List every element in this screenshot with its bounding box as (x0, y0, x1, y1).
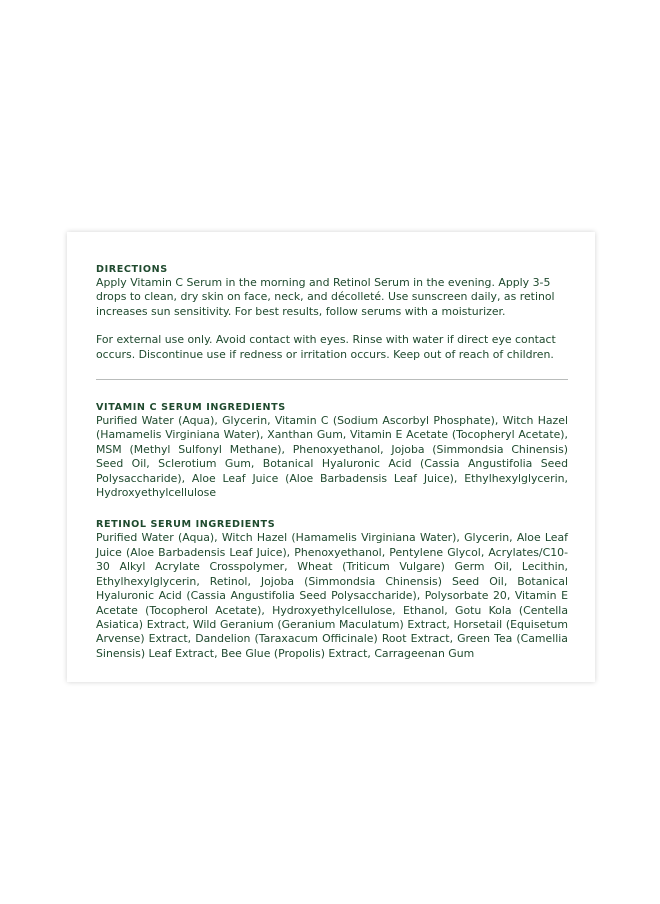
retinol-ingredients: Purified Water (Aqua), Witch Hazel (Hamamelis Virginiana Water), Glycerin, Aloe Leaf Juice (Aloe Barbadensis Leaf Juice), Phenoxyethanol, Pentylene Glycol, Acrylates/C10-30 Alkyl Acrylate Crosspolymer, Wheat (Triticum Vulgare) Germ Oil, Lecithin, Ethylhexylglycerin, Retinol, Jojoba (Simmondsia Chinensis) Seed Oil, Botanical Hyaluronic Acid (Cassia Angustifolia Seed Polysaccharide), Polysorbate 20, Vitamin E Acetate (Tocopherol Acetate), Hydroxyethylcellulose, Ethanol, Gotu Kola (Centella Asiatica) Extract, Wild Geranium (Geranium Maculatum) Extract, Horsetail (Equisetum Arvense) Extract, Dandelion (Taraxacum Officinale) Root Extract, Green Tea (Camellia Sinensis) Leaf Extract, Bee Glue (Propolis) Extract, Carrageenan Gum (96, 531, 568, 660)
directions-section (96, 264, 568, 362)
vitamin-c-heading: VITAMIN C SERUM INGREDIENTS (96, 402, 286, 414)
section-divider (96, 379, 568, 380)
retinol-section (96, 519, 568, 661)
warning-text: For external use only. Avoid contact with eyes. Rinse with water if direct eye contact occurs. Discontinue use if redness or irritation occurs. Keep out of reach of children. (96, 333, 556, 361)
vitamin-c-ingredients: Purified Water (Aqua), Glycerin, Vitamin C (Sodium Ascorbyl Phosphate), Witch Hazel (Hamamelis Virginiana Water), Xanthan Gum, Vitamin E Acetate (Tocopheryl Acetate), MSM (Methyl Sulfonyl Methane), Phenoxyethanol, Jojoba (Simmondsia Chinensis) Seed Oil, Sclerotium Gum, Botanical Hyaluronic Acid (Cassia Angustifolia Seed Polysaccharide), Aloe Leaf Juice (Aloe Barbadensis Leaf Juice), Ethylhexylglycerin, Hydroxyethylcellulose (96, 414, 568, 500)
directions-text: Apply Vitamin C Serum in the morning and Retinol Serum in the evening. Apply 3-5 drops to clean, dry skin on face, neck, and décolleté. Use sunscreen daily, as retinol increases sun sensitivity. For best results, follow serums with a moisturizer. (96, 276, 555, 318)
vitamin-c-section (96, 402, 568, 500)
spacer (96, 319, 568, 333)
directions-heading: DIRECTIONS (96, 264, 168, 275)
retinol-heading: RETINOL SERUM INGREDIENTS (96, 519, 276, 531)
label-card (67, 232, 595, 682)
